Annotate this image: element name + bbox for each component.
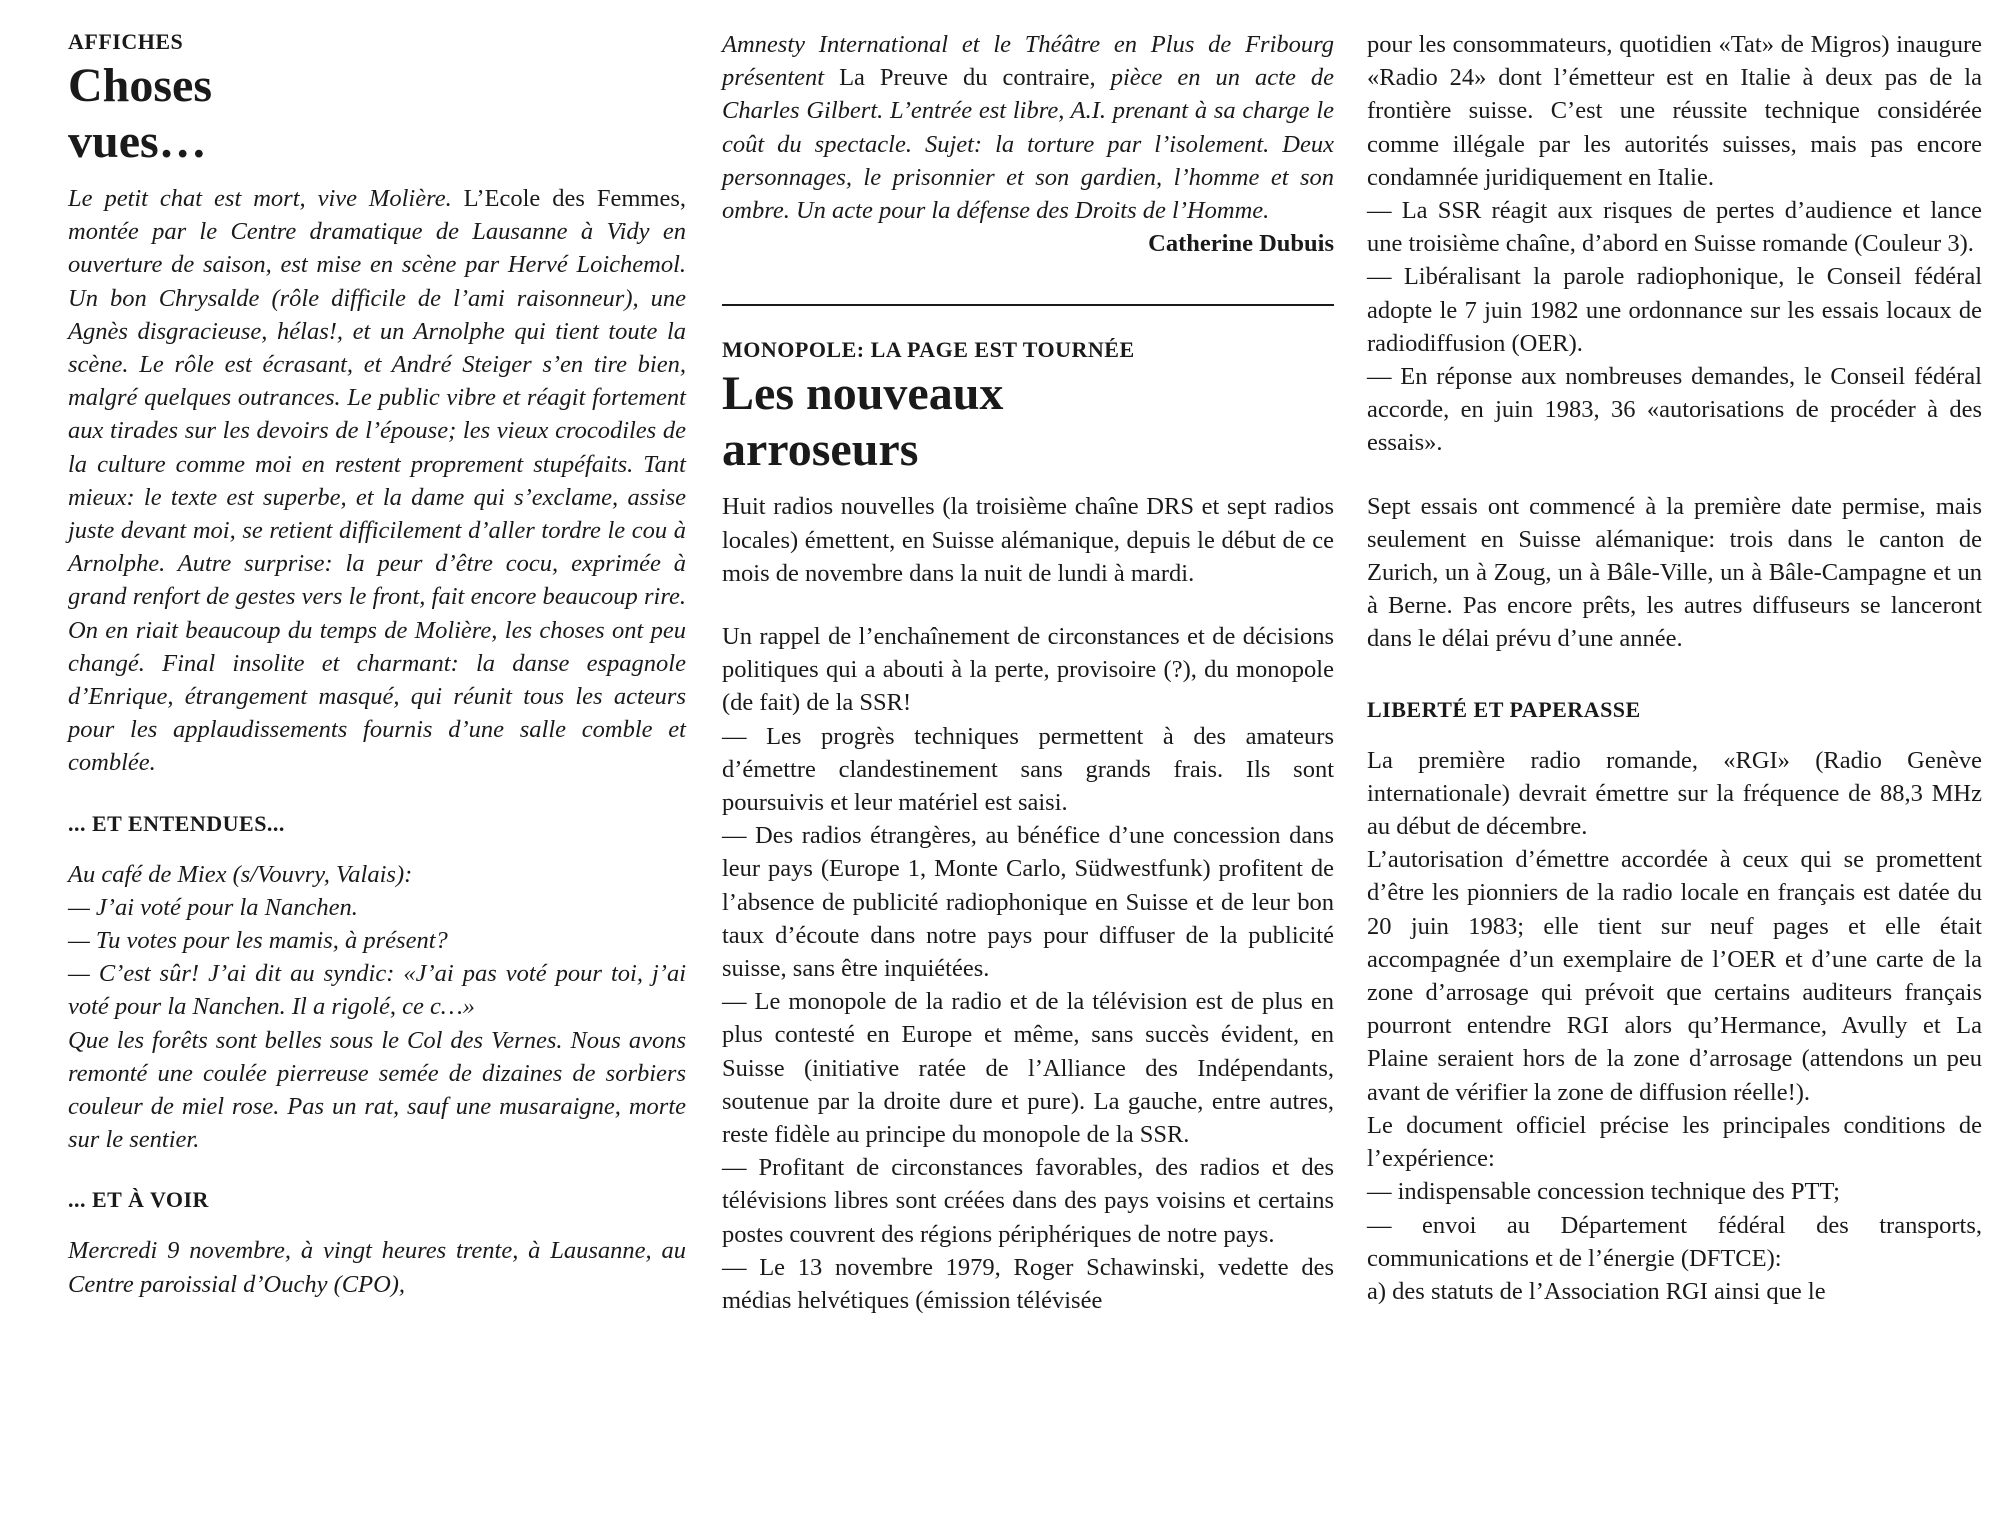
spacer	[722, 590, 1334, 620]
headline-line-1: Choses	[68, 59, 213, 112]
dialogue-line-1: — J’ai voté pour la Nanchen.	[68, 893, 358, 921]
subheading-liberte-paperasse: LIBERTÉ ET PAPERASSE	[1367, 696, 1641, 722]
list-item: — Profitant de circonstances favorables, des radios et des télévisions libres sont créées dans des pays voisins et certains postes couvrent des régions périphériques de notre pays.	[722, 1154, 1334, 1248]
continued-paragraph: pour les consommateurs, quotidien «Tat» de Migros) inaugure «Radio 24» dont l’émetteur est en Italie à deux pas de la frontière suisse. C’est une réussite technique considérée comme illégale par les autorités suisses, mais pas encore condamnée juridiquement en Italie.	[1367, 31, 1982, 191]
document-paragraph: Le document officiel précise les principales conditions de l’expérience:	[1367, 1111, 1982, 1173]
lead-italic: Le petit chat est mort, vive Molière.	[68, 185, 452, 212]
article-paragraph	[68, 182, 686, 780]
subheading-a-voir: ... ET À VOIR	[68, 1187, 209, 1213]
dialogue-line-2: — Tu votes pour les mamis, à présent?	[68, 927, 448, 955]
section-divider	[722, 304, 1334, 306]
autorisation-paragraph: L’autorisation d’émettre accordée à ceux qui se promettent d’être les pionniers de la radio locale en français est datée du 20 juin 1983; elle tient sur neuf pages et elle était accompagnée d’un exemplaire de l’OER et d’une carte de la zone d’arrosage qui prévoit que certains auditeurs français pourront entendre RGI alors qu’Hermance, Avully et La Plaine seraient hors de la zone d’arrosage (attendons un peu avant de vérifier la zone de diffusion réelle!).	[1367, 846, 1982, 1106]
list-item: — Le 13 novembre 1979, Roger Schawinski, vedette des médias helvétiques (émission télévisée	[722, 1253, 1334, 1315]
list-item: — En réponse aux nombreuses demandes, le Conseil fédéral accorde, en juin 1983, 36 «autorisations de procéder à des essais».	[1367, 363, 1982, 457]
list-item: — La SSR réagit aux risques de pertes d’audience et lance une troisième chaîne, d’abord en Suisse romande (Couleur 3).	[1367, 197, 1982, 258]
headline-nouveaux-arroseurs	[722, 366, 1334, 478]
section-kicker-monopole: MONOPOLE: LA PAGE EST TOURNÉE	[722, 337, 1135, 363]
condition-item: — envoi au Département fédéral des transports, communications et de l’énergie (DFTCE):	[1367, 1211, 1982, 1272]
condition-item: a) des statuts de l’Association RGI ainsi que le	[1367, 1277, 1826, 1305]
list-item: — Le monopole de la radio et de la télévision est de plus en plus contesté en Europe et même, sans succès évident, en Suisse (initiative ratée de l’Alliance des Indépendants, soutenue par la droite dure et pure). La gauche, entre autres, reste fidèle au principe du monopole de la SSR.	[722, 988, 1334, 1149]
column-1	[68, 28, 686, 1301]
forets-paragraph: Que les forêts sont belles sous le Col des Vernes. Nous avons remonté une coulée pierreuse semée de dizaines de sorbiers couleur de miel rose. Pas un rat, sauf une musaraigne, morte sur le sentier.	[68, 1026, 686, 1154]
column-2	[722, 28, 1334, 1317]
column-3	[1367, 28, 1982, 1308]
continued-italic-c: pièce en un acte de Charles Gilbert. L’entrée est libre, A.I. prenant à sa charge le coût du spectacle. Sujet: la torture par l’isolement. Deux personnages, le prisonnier et son gardien, l’homme et son ombre. Un acte pour la défense des Droits de l’Homme.	[722, 64, 1334, 225]
play-title: L’Ecole des Femmes,	[451, 185, 686, 212]
rgi-paragraph: La première radio romande, «RGI» (Radio Genève internationale) devrait émettre sur la fréquence de 88,3 MHz au début de décembre.	[1367, 746, 1982, 841]
section-kicker-affiches: AFFICHES	[68, 29, 184, 54]
headline-line-2: arroseurs	[722, 423, 919, 477]
review-text: montée par le Centre dramatique de Lausanne à Vidy en ouverture de saison, est mise en scène par Hervé Loichemol. Un bon Chrysalde (rôle difficile de l’ami raisonneur), une Agnès disgracieuse, hélas!, et un Arnolphe qui tient toute la scène. Le rôle est écrasant, et André Steiger s’en tire bien, malgré quelques outrances. Le public vibre et réagit fortement aux tirades sur les devoirs de l’épouse; les vieux crocodiles de la culture comme moi en restent proprement stupéfaits. Tant mieux: le texte est superbe, et la dame qui s’exclame, assise juste devant moi, se retient difficilement d’aller tordre le cou à Arnolphe. Autre surprise: la peur d’être cocu, exprimée à grand renfort de gestes vers le front, fait encore beaucoup rire. On en riait beaucoup du temps de Molière, les choses ont peu changé. Final insolite et charmant: la danse espagnole d’Enrique, étrangement masqué, qui réunit tous les acteurs pour les applaudissements fournis d’une salle comble et comblée.	[68, 218, 686, 777]
intro-paragraph: Huit radios nouvelles (la troisième chaîne DRS et sept radios locales) émettent, en Suisse alémanique, depuis le début de ce mois de novembre dans la nuit de lundi à mardi.	[722, 493, 1334, 587]
list-item: — Des radios étrangères, au bénéfice d’une concession dans leur pays (Europe 1, Monte Carlo, Südwestfunk) profitent de l’absence de publicité radiophonique en Suisse et de leur bon taux d’écoute dans notre pays pour diffuser de la publicité suisse, sans être inquiétées.	[722, 822, 1334, 983]
mercredi-paragraph: Mercredi 9 novembre, à vingt heures trente, à Lausanne, au Centre paroissial d’Ouchy (CPO),	[68, 1237, 686, 1298]
condition-item: — indispensable concession technique des PTT;	[1367, 1178, 1840, 1206]
cafe-intro: Au café de Miex (s/Vouvry, Valais):	[68, 860, 413, 888]
spacer	[1367, 460, 1982, 490]
play-title-preuve: La Preuve du contraire,	[824, 64, 1111, 92]
headline-line-1: Les nouveaux	[722, 367, 1004, 421]
sept-essais-paragraph: Sept essais ont commencé à la première date permise, mais seulement en Suisse alémanique: trois dans le canton de Zurich, un à Zoug, un à Bâle-Ville, un à Bâle-Campagne et un à Berne. Pas encore prêts, les autres diffuseurs se lanceront dans le délai prévu d’une année.	[1367, 492, 1982, 653]
rappel-paragraph: Un rappel de l’enchaînement de circonstances et de décisions politiques qui a abouti à la perte, provisoire (?), du monopole (de fait) de la SSR!	[722, 623, 1334, 717]
continued-paragraph	[722, 28, 1334, 227]
author-signature: Catherine Dubuis	[1148, 230, 1334, 258]
headline-line-2: vues…	[68, 115, 207, 168]
list-item: — Libéralisant la parole radiophonique, le Conseil fédéral adopte le 7 juin 1982 une ordonnance sur les essais locaux de radiodiffusion (OER).	[1367, 263, 1982, 357]
headline-choses-vues	[68, 58, 686, 170]
subheading-entendues: ... ET ENTENDUES...	[68, 810, 285, 836]
continued-italic-a: Amnesty International et le Théâtre en Plus de Fribourg présentent	[722, 31, 1334, 92]
dialogue-line-3: — C’est sûr! J’ai dit au syndic: «J’ai pas voté pour toi, j’ai voté pour la Nanchen. Il a rigolé, ce c…»	[68, 960, 686, 1021]
list-item: — Les progrès techniques permettent à des amateurs d’émettre clandestinement sans grands frais. Ils sont poursuivis et leur matériel est saisi.	[722, 722, 1334, 817]
